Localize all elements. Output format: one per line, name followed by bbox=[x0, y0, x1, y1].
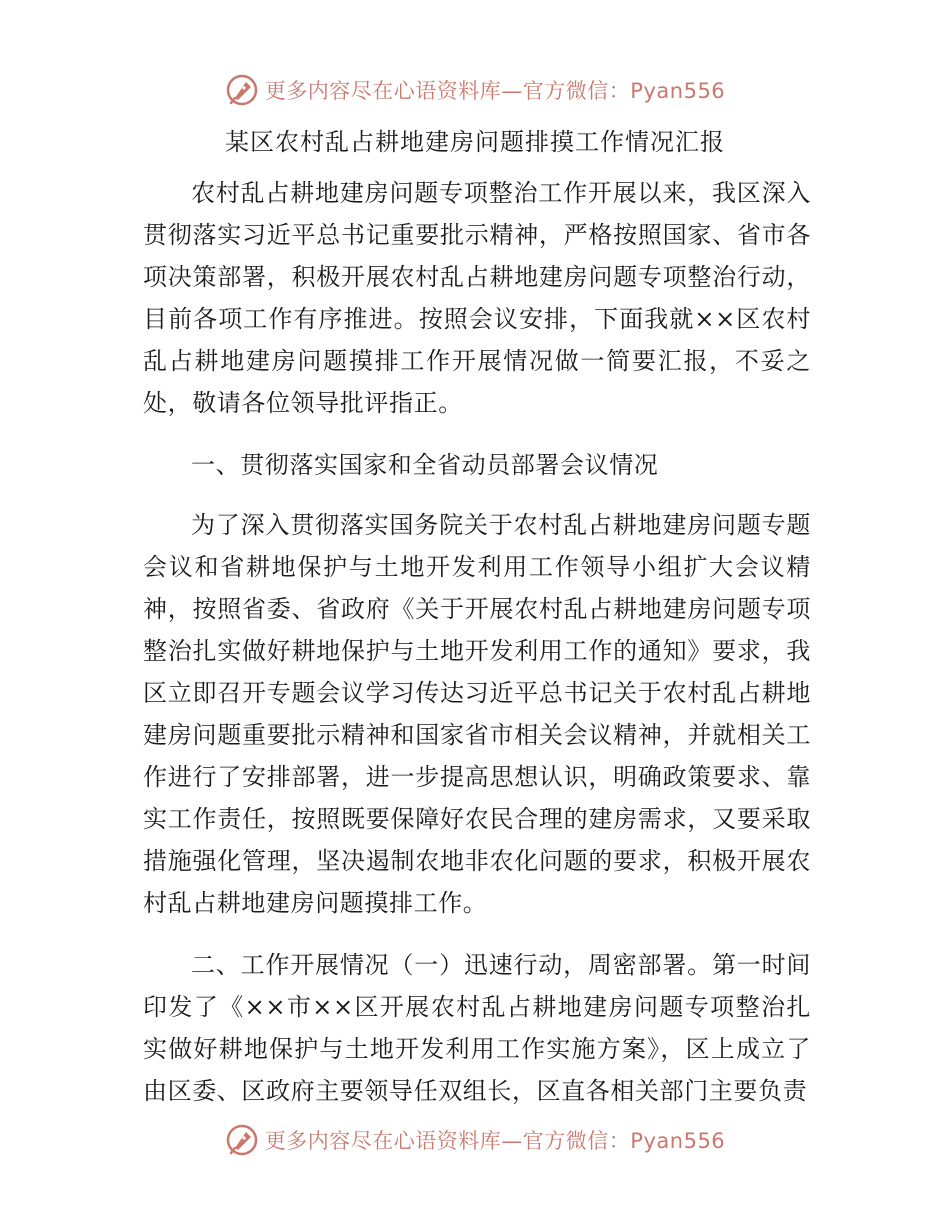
section-heading-1: 一、贯彻落实国家和全省动员部署会议情况 bbox=[191, 451, 659, 479]
document-title: 某区农村乱占耕地建房问题排摸工作情况汇报 bbox=[225, 128, 725, 156]
paragraph-section-1: 为了深入贯彻落实国务院关于农村乱占耕地建房问题专题会议和省耕地保护与土地开发利用工作领导小组扩大会议精神，按照省委、省政府《关于开展农村乱占耕地建房问题专项整治扎实做好耕地保护与土地开发利用工作的通知》要求，我区立即召开专题会议学习传达习近平总书记关于农村乱占耕地建房问题重要批示精神和国家省市相关会议精神，并就相关工作进行了安排部署，进一步提高思想认识，明确政策要求、靠实工作责任，按照既要保障好农民合理的建房需求，又要采取措施强化管理，坚决遏制农地非农化问题的要求，积极开展农村乱占耕地建房问题摸排工作。 bbox=[143, 511, 811, 917]
footer-banner bbox=[0, 1120, 950, 1160]
header-banner bbox=[0, 70, 950, 110]
paragraph-intro: 农村乱占耕地建房问题专项整治工作开展以来，我区深入贯彻落实习近平总书记重要批示精神，严格按照国家、省市各项决策部署，积极开展农村乱占耕地建房问题专项整治行动，目前各项工作有序推进。按照会议安排，下面我就××区农村乱占耕地建房问题摸排工作开展情况做一简要汇报，不妥之处，敬请各位领导批评指正。 bbox=[143, 179, 811, 417]
pen-nib-logo-icon bbox=[225, 1123, 259, 1157]
pen-nib-logo-icon bbox=[225, 73, 259, 107]
header-banner-text: 更多内容尽在心语资料库—官方微信：Pyan556 bbox=[264, 79, 726, 103]
document-body bbox=[143, 172, 811, 1132]
footer-banner-text: 更多内容尽在心语资料库—官方微信：Pyan556 bbox=[264, 1129, 726, 1153]
paragraph-section-2: 二、工作开展情况（一）迅速行动，周密部署。第一时间印发了《××市××区开展农村乱占耕地建房问题专项整治扎实做好耕地保护与土地开发利用工作实施方案》，区上成立了由区委、区政府主要领导任双组长，区直各相关部门主要负责 bbox=[143, 951, 811, 1105]
